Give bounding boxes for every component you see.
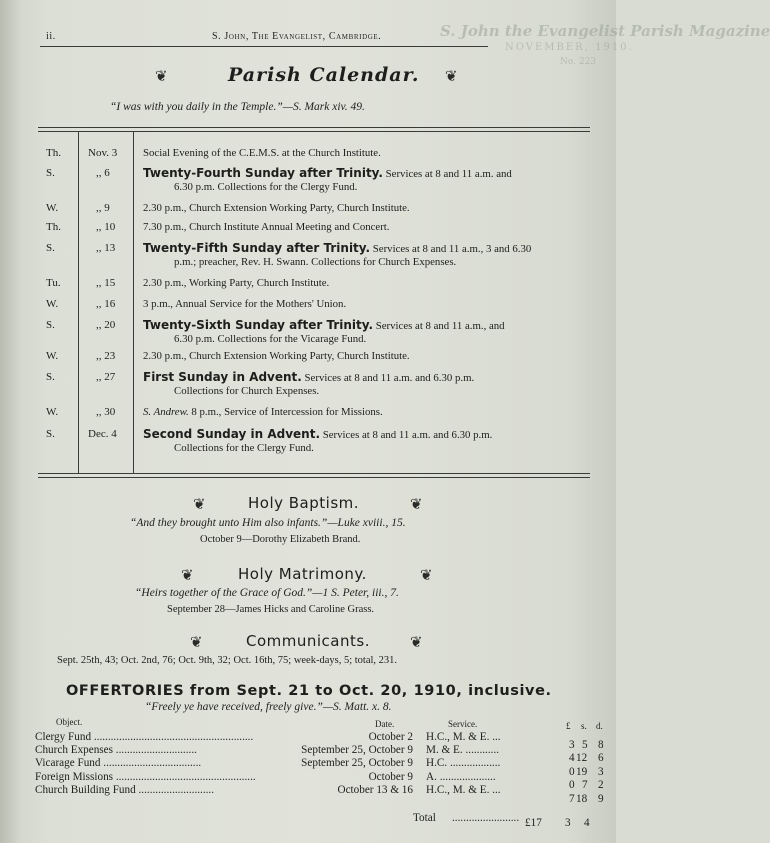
communicants-entry: Sept. 25th, 43; Oct. 2nd, 76; Oct. 9th, 32; Oct. 16th, 75; week-days, 5; total, 231. [57, 655, 398, 666]
calendar-day: W. [46, 298, 59, 310]
bleed-through-title: S. John the Evangelist Parish Magazine [440, 22, 770, 40]
calendar-date: Nov. 3 [88, 147, 118, 159]
calendar-quote: “I was with you daily in the Temple.”—S. Mark xiv. 49. [110, 101, 365, 113]
amount-shillings: 19 [576, 766, 588, 778]
ornament-right-icon: ❦ [420, 566, 433, 584]
offertory-date: October 9 [366, 771, 413, 783]
calendar-day: S. [46, 371, 55, 383]
event-continuation: 6.30 p.m. Collections for the Vicarage Fund. [174, 333, 367, 345]
table-bottom-rule-2 [38, 477, 590, 478]
ornament-right-icon: ❦ [410, 495, 423, 513]
event-text: 2.30 p.m., Working Party, Church Institute. [143, 277, 330, 289]
calendar-event [143, 406, 591, 419]
offertories-title: OFFERTORIES from Sept. 21 to Oct. 20, 1910, inclusive. [66, 683, 552, 699]
calendar-day: S. [46, 167, 55, 179]
amount-pence: 6 [598, 752, 604, 764]
total-label: Total [413, 812, 436, 824]
running-head: S. John, The Evangelist, Cambridge. [212, 31, 382, 42]
calendar-day: S. [46, 319, 55, 331]
calendar-date: ,, 27 [96, 371, 116, 383]
page-number: ii. [46, 31, 56, 42]
col-header-object: Object. [56, 717, 83, 727]
dot-leader: .................... [436, 771, 496, 783]
event-text: Services at 8 and 11 a.m. and 6.30 p.m. [304, 372, 475, 384]
table-col-divider-2 [133, 131, 134, 473]
calendar-day: W. [46, 406, 59, 418]
amount-pounds: 4 [569, 752, 575, 764]
calendar-date: Dec. 4 [88, 428, 117, 440]
event-text: 3 p.m., Annual Service for the Mothers' Union. [143, 298, 347, 310]
matrimony-title: Holy Matrimony. [238, 565, 367, 583]
calendar-event [143, 202, 591, 215]
amount-shillings: 18 [576, 793, 588, 805]
event-continuation: 6.30 p.m. Collections for the Clergy Fund. [174, 181, 358, 193]
event-text: Services at 8 and 11 a.m. and 6.30 p.m. [322, 429, 493, 441]
sunday-title: Twenty-Fourth Sunday after Trinity. [143, 166, 383, 180]
total-pence: 4 [584, 817, 590, 829]
table-col-divider-1 [78, 131, 79, 473]
offertory-object [35, 731, 385, 743]
offertory-service [426, 731, 501, 743]
offertory-object [35, 784, 385, 796]
total-shillings: 3 [565, 817, 571, 829]
ornament-left-icon: ❦ [181, 566, 194, 584]
calendar-title: Parish Calendar. [228, 64, 420, 86]
event-text: 2.30 p.m., Church Extension Working Party, Church Institute. [143, 202, 410, 214]
offertory-date: September 25, October 9 [298, 757, 413, 769]
bleed-through-number: No. 223 [560, 57, 597, 67]
dot-leader: .................. [447, 757, 501, 769]
calendar-event [143, 371, 591, 385]
offertory-service [426, 771, 496, 783]
event-continuation: p.m.; preacher, Rev. H. Swann. Collections for Church Expenses. [174, 256, 457, 268]
event-continuation: Collections for Church Expenses. [174, 385, 320, 397]
col-header-pounds: £ [566, 721, 571, 731]
baptism-title: Holy Baptism. [248, 494, 360, 512]
table-top-rule-2 [38, 131, 590, 132]
sunday-title: Second Sunday in Advent. [143, 427, 321, 441]
service-name: H.C., M. & E. [426, 731, 490, 743]
calendar-date: ,, 16 [96, 298, 116, 310]
amount-shillings: 7 [582, 779, 588, 791]
calendar-day: S. [46, 242, 55, 254]
calendar-event [143, 167, 591, 181]
calendar-event [143, 242, 591, 256]
amount-shillings: 5 [582, 739, 588, 751]
event-text: 8 p.m., Service of Intercession for Missions. [191, 406, 383, 418]
calendar-event [143, 298, 591, 311]
event-text: 2.30 p.m., Church Extension Working Party, Church Institute. [143, 350, 410, 362]
service-name: H.C., M. & E. [426, 784, 490, 796]
total-leader: ........................ [452, 812, 520, 824]
dot-leader: ........................... [135, 784, 215, 796]
dot-leader: .................................................. [113, 771, 256, 783]
calendar-date: ,, 13 [96, 242, 116, 254]
col-header-service: Service. [448, 719, 478, 729]
col-header-pence: d. [596, 721, 603, 731]
calendar-date: ,, 20 [96, 319, 116, 331]
calendar-event [143, 277, 591, 290]
amount-pounds: 3 [569, 739, 575, 751]
dot-leader: ............ [462, 744, 500, 756]
offertory-service [426, 784, 501, 796]
calendar-day: Th. [46, 147, 61, 159]
calendar-date: ,, 23 [96, 350, 116, 362]
calendar-date: ,, 30 [96, 406, 116, 418]
table-top-rule [38, 127, 590, 128]
calendar-date: ,, 15 [96, 277, 116, 289]
matrimony-entry: September 28—James Hicks and Caroline Grass. [167, 604, 375, 615]
col-header-date: Date. [375, 719, 395, 729]
event-continuation: Collections for the Clergy Fund. [174, 442, 314, 454]
matrimony-quote: “Heirs together of the Grace of God.”—1 S. Peter, iii., 7. [135, 587, 399, 599]
dot-leader: ................................... [100, 757, 202, 769]
table-bottom-rule [38, 473, 590, 474]
event-text: Services at 8 and 11 a.m., and [375, 320, 505, 332]
ornament-left-icon: ❦ [193, 495, 206, 513]
object-name: Foreign Missions [35, 771, 114, 783]
amount-pence: 2 [598, 779, 604, 791]
header-rule [40, 46, 488, 47]
dot-leader: ......................................................... [91, 731, 254, 743]
calendar-day: S. [46, 428, 55, 440]
ornament-left-icon: ❦ [190, 633, 203, 651]
total-pounds: £17 [525, 817, 542, 829]
offertory-date: October 2 [366, 731, 413, 743]
calendar-date: ,, 10 [96, 221, 116, 233]
calendar-event [143, 319, 591, 333]
object-name: Church Building Fund [35, 784, 136, 796]
object-name: Clergy Fund [35, 731, 92, 743]
event-text: 7.30 p.m., Church Institute Annual Meeting and Concert. [143, 221, 390, 233]
service-name: M. & E. [426, 744, 463, 756]
calendar-event [143, 147, 591, 160]
calendar-date: ,, 6 [96, 167, 110, 179]
event-text: Services at 8 and 11 a.m. and [385, 168, 512, 180]
dot-leader: ............................. [113, 744, 197, 756]
ornament-right-icon: ❦ [445, 67, 458, 85]
offertory-service [426, 757, 500, 769]
offertories-quote: “Freely ye have received, freely give.”—S. Matt. x. 8. [145, 701, 392, 713]
baptism-entry: October 9—Dorothy Elizabeth Brand. [200, 534, 361, 545]
amount-pence: 3 [598, 766, 604, 778]
service-name: A. [426, 771, 437, 783]
feast-name: S. Andrew. [143, 406, 189, 418]
calendar-day: Tu. [46, 277, 61, 289]
offertory-date: September 25, October 9 [298, 744, 413, 756]
event-text: Social Evening of the C.E.M.S. at the Church Institute. [143, 147, 381, 159]
object-name: Vicarage Fund [35, 757, 101, 769]
calendar-event [143, 428, 591, 442]
sunday-title: Twenty-Fifth Sunday after Trinity. [143, 241, 371, 255]
amount-pounds: 7 [569, 793, 575, 805]
calendar-day: W. [46, 350, 59, 362]
calendar-event [143, 221, 591, 234]
object-name: Church Expenses [35, 744, 113, 756]
calendar-date: ,, 9 [96, 202, 110, 214]
col-header-shillings: s. [581, 721, 587, 731]
event-text: Services at 8 and 11 a.m., 3 and 6.30 [372, 243, 532, 255]
baptism-quote: “And they brought unto Him also infants.”—Luke xviii., 15. [130, 517, 406, 529]
offertory-service [426, 744, 499, 756]
amount-pence: 9 [598, 793, 604, 805]
calendar-day: W. [46, 202, 59, 214]
sunday-title: Twenty-Sixth Sunday after Trinity. [143, 318, 374, 332]
offertory-date: October 13 & 16 [335, 784, 414, 796]
dot-leader: ... [489, 784, 501, 796]
offertory-object [35, 771, 385, 783]
ornament-right-icon: ❦ [410, 633, 423, 651]
sunday-title: First Sunday in Advent. [143, 370, 302, 384]
amount-pounds: 0 [569, 779, 575, 791]
dot-leader: ... [489, 731, 501, 743]
calendar-event [143, 350, 591, 363]
page-spine-shadow [0, 0, 22, 843]
ornament-left-icon: ❦ [155, 67, 168, 85]
service-name: H.C. [426, 757, 448, 769]
calendar-day: Th. [46, 221, 61, 233]
amount-pence: 8 [598, 739, 604, 751]
communicants-title: Communicants. [246, 632, 370, 650]
amount-shillings: 12 [576, 752, 588, 764]
amount-pounds: 0 [569, 766, 575, 778]
bleed-through-date: NOVEMBER, 1910. [505, 42, 634, 53]
